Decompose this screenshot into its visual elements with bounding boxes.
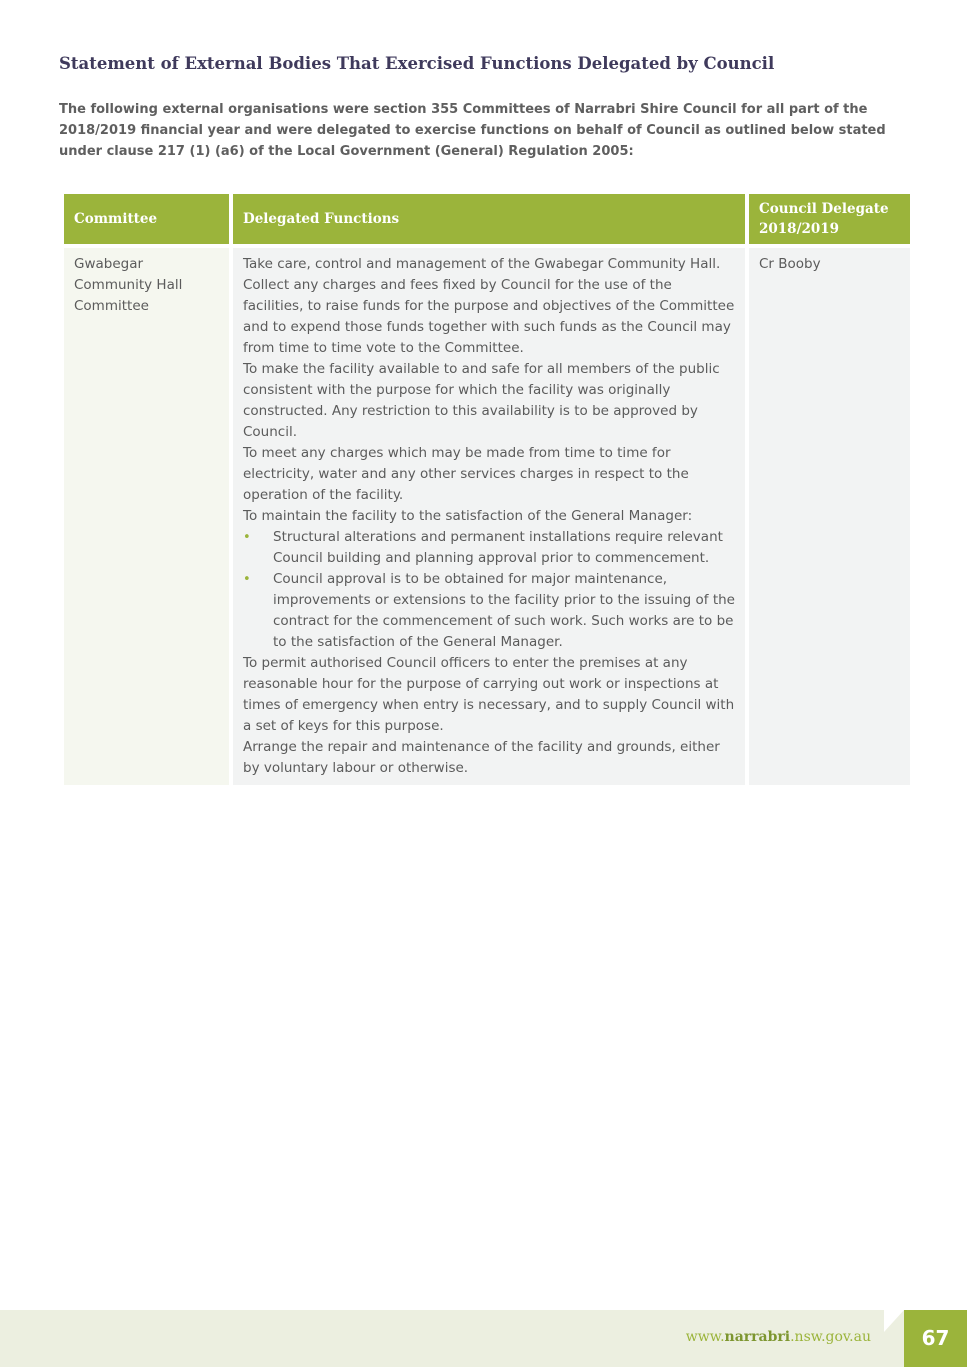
function-paragraph: Take care, control and management of the Gwabegar Community Hall. <box>243 256 721 272</box>
footer-url-prefix: www. <box>685 1329 725 1345</box>
list-item-text: Structural alterations and permanent installations require relevant Council building and planning approval prior to commencement. <box>273 529 723 566</box>
cell-committee: Gwabegar Community Hall Committee <box>64 248 229 785</box>
intro-paragraph: The following external organisations were section 355 Committees of Narrabri Shire Council for all part of the 2018/2019 financial year and were delegated to exercise functions on behalf of Council as outlined below stated under clause 217 (1) (a6) of the Local Government (General) Regulation 2005: <box>59 102 886 159</box>
function-paragraph: Arrange the repair and maintenance of the facility and grounds, either by voluntary labour or otherwise. <box>243 739 720 776</box>
page-number: 67 <box>904 1310 967 1367</box>
table-row <box>64 248 910 785</box>
footer-url-domain: narrabri <box>724 1329 791 1345</box>
committees-table <box>60 190 914 789</box>
header-council-delegate: Council Delegate 2018/2019 <box>749 194 910 244</box>
cell-council-delegate: Cr Booby <box>749 248 910 785</box>
function-paragraph: To meet any charges which may be made from time to time for electricity, water and any other services charges in respect to the operation of the facility. <box>243 445 689 503</box>
list-item-text: Council approval is to be obtained for major maintenance, improvements or extensions to the facility prior to the issuing of the contract for the commencement of such work. Such works are to be to the satisfaction of the General Manager. <box>273 571 735 650</box>
header-committee: Committee <box>64 194 229 244</box>
footer-website-link[interactable] <box>686 1329 871 1345</box>
list-item <box>243 527 735 569</box>
header-delegated-functions: Delegated Functions <box>233 194 745 244</box>
page-number-notch <box>884 1310 904 1332</box>
table-header-row <box>64 194 910 244</box>
bullet-icon: • <box>243 572 251 587</box>
cell-delegated-functions <box>233 248 745 785</box>
function-paragraph: To maintain the facility to the satisfaction of the General Manager: <box>243 508 693 524</box>
list-item <box>243 569 735 653</box>
function-paragraph: To make the facility available to and safe for all members of the public consistent with the purpose for which the facility was originally constructed. Any restriction to this availability is to be approved by Council. <box>243 361 720 440</box>
function-bullet-list <box>243 527 735 653</box>
function-paragraph: Collect any charges and fees fixed by Council for the use of the facilities, to raise funds for the purpose and objectives of the Committee and to expend those funds together with such funds as the Council may from time to time vote to the Committee. <box>243 277 735 356</box>
footer-url-suffix: .nsw.gov.au <box>790 1329 871 1345</box>
bullet-icon: • <box>243 530 251 545</box>
page-title: Statement of External Bodies That Exercised Functions Delegated by Council <box>59 54 775 73</box>
function-paragraph: To permit authorised Council officers to enter the premises at any reasonable hour for the purpose of carrying out work or inspections at times of emergency when entry is necessary, and to supply Council with a set of keys for this purpose. <box>243 655 735 734</box>
